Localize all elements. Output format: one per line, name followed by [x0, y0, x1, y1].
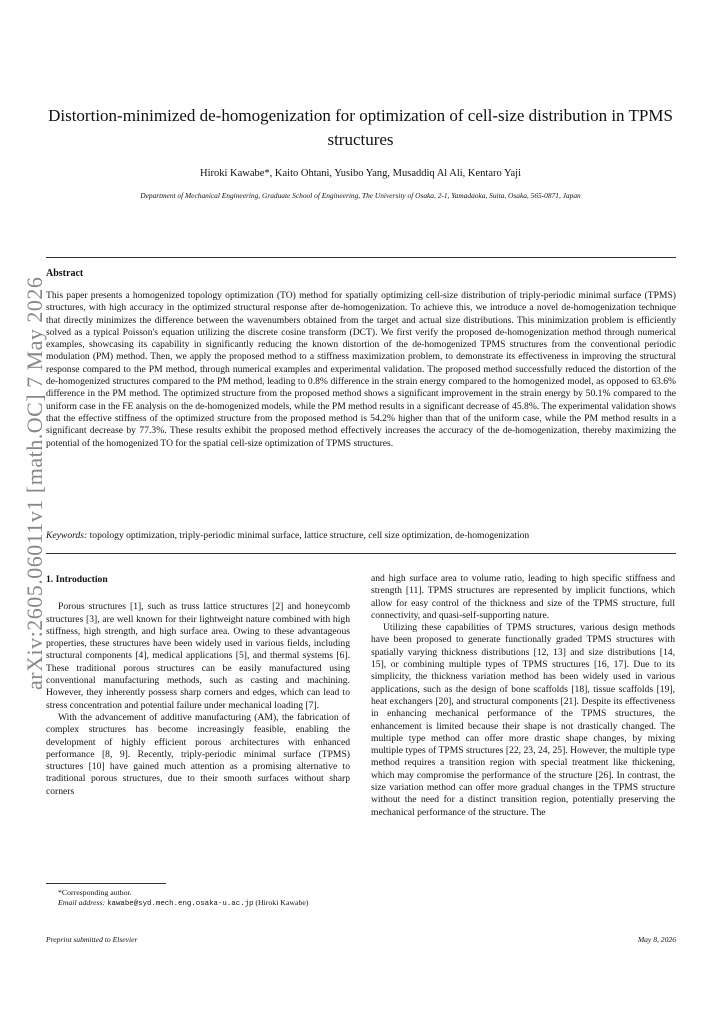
top-rule: [46, 257, 676, 258]
footnote-name: (Hiroki Kawabe): [255, 898, 309, 907]
preprint-note: Preprint submitted to Elsevier: [46, 935, 138, 944]
paper-title: Distortion-minimized de-homogenization for optimization of cell-size distribution in TPMS structures: [48, 106, 673, 149]
right-column: [371, 573, 675, 819]
body-paragraph: Porous structures [1], such as truss lattice structures [2] and honeycomb structures [3], are well known for their lightweight nature combined with high stiffness, high strength, and high surface area. Owing to these advantageous properties, these structures have been widely used in various fields, including structural components [4], medical applications [5], and thermal systems [6]. These traditional porous structures can be easily manufactured using conventional manufacturing methods, such as casting and machining. However, they inherently possess sharp corners and edges, which can lead to stress concentration and potential failure under mechanical loading [7].: [46, 601, 350, 711]
keywords-text: topology optimization, triply-periodic minimal surface, lattice structure, cell size optimization, de-homogenization: [89, 530, 530, 541]
footnote-email[interactable]: kawabe@syd.mech.eng.osaka-u.ac.jp: [107, 900, 254, 908]
arxiv-stamp: arXiv:2605.06011v1 [math.OC] 7 May 2026: [22, 276, 47, 690]
abstract-heading: Abstract: [46, 268, 84, 279]
footnote-email-line: [46, 898, 346, 909]
footnote-rule: [46, 883, 166, 884]
footnote-email-label: Email address:: [58, 898, 106, 907]
body-paragraph: Utilizing these capabilities of TPMS structures, various design methods have been proposed to generate functionally graded TPMS structures with spatially varying thickness distributions [12, 13] and size distributions [14, 15], or combining multiple types of TPMS structures [16, 17]. Due to its simplicity, the thickness variation method has been widely used in various applications, such as the design of bone scaffolds [18], tissue scaffolds [19], heat exchangers [20], and structural components [21]. Despite its effectiveness in enhancing mechanical performance of the TPMS structures, the enhancement is limited because their shape is not drastically changed. The multiple type method can offer more drastic shape changes, by mixing multiple types of TPMS structures [22, 23, 24, 25]. However, the multiple type method requires a transition region with special treatment like thickening, which may compromise the performance of the structure [26]. In contrast, the size variation method can offer more gradual changes in the TPMS structure without the need for a distinct transition region, potentially preserving the mechanical performance of the structure. The: [371, 622, 675, 818]
body-paragraph: With the advancement of additive manufacturing (AM), the fabrication of complex structures has become increasingly feasible, enabling the development of highly efficient porous architectures with enhanced performance [8, 9]. Recently, triply-periodic minimal surface (TPMS) structures [10] have gained much attention as a promising alternative to traditional porous structures, due to their smooth surfaces without sharp corners: [46, 711, 350, 797]
section-heading-introduction: 1. Introduction: [46, 574, 108, 585]
affiliation: Department of Mechanical Engineering, Graduate School of Engineering, The University of Osaka, 2-1, Yamadaoka, Suita, Osaka, 565-0871, Japan: [140, 191, 581, 200]
abstract-bottom-rule: [46, 553, 676, 554]
footnote: [46, 888, 346, 909]
keywords: [46, 530, 676, 541]
preprint-date: May 8, 2026: [637, 935, 676, 944]
abstract-text: This paper presents a homogenized topology optimization (TO) method for spatially optimizing cell-size distribution of triply-periodic minimal surface (TPMS) structures, with high accuracy in the optimized structural response after de-homogenization. To achieve this, we introduce a novel de-homogenization technique that directly minimizes the difference between the wavenumbers obtained from the target and actual size distributions. This minimization problem is efficiently solved as a typical Poisson's equation utilizing the discrete cosine transform (DCT). We first verify the proposed de-homogenization method through numerical examples, showcasing its capability in significantly reducing the known distortion of the de-homogenized TPMS structures from the conventional periodic modulation (PM) method. Then, we apply the proposed method to a stiffness maximization problem, to demonstrate its effectiveness in improving the structural response compared to the PM method, through numerical examples and experimental validation. The proposed method successfully reduced the distortion of the de-homogenized structures compared to the PM method, leading to 0.8% difference in the strain energy compared to the homogenized model, as opposed to 63.6% difference in the PM method. The optimized structure from the proposed method shows a significant improvement in the strain energy by 50.1% compared to the uniform case in the FE analysis on the de-homogenized models, while the PM method results in a significant decrease of 45.8%. The experimental validation shows that the effective stiffness of the optimized structure from the proposed method is 54.2% higher than that of the uniform case, while the PM method results in a significant decrease by 77.3%. These results exhibit the proposed method effectively increases the accuracy of the de-homogenization, thereby maximizing the potential of the homogenized TO for the spatial cell-size optimization of TPMS structures.: [46, 290, 676, 449]
keywords-label: Keywords:: [46, 530, 88, 541]
author-list: Hiroki Kawabe*, Kaito Ohtani, Yusibo Yang, Musaddiq Al Ali, Kentaro Yaji: [199, 168, 521, 179]
body-paragraph: and high surface area to volume ratio, leading to high specific stiffness and strength [11]. TPMS structures are represented by implicit functions, which allow for easy control of the thickness and size of the TPMS structure, full connectivity, and quasi-self-supporting nature.: [371, 573, 675, 621]
left-column: [46, 574, 350, 798]
footnote-corresponding: *Corresponding author.: [58, 888, 132, 897]
